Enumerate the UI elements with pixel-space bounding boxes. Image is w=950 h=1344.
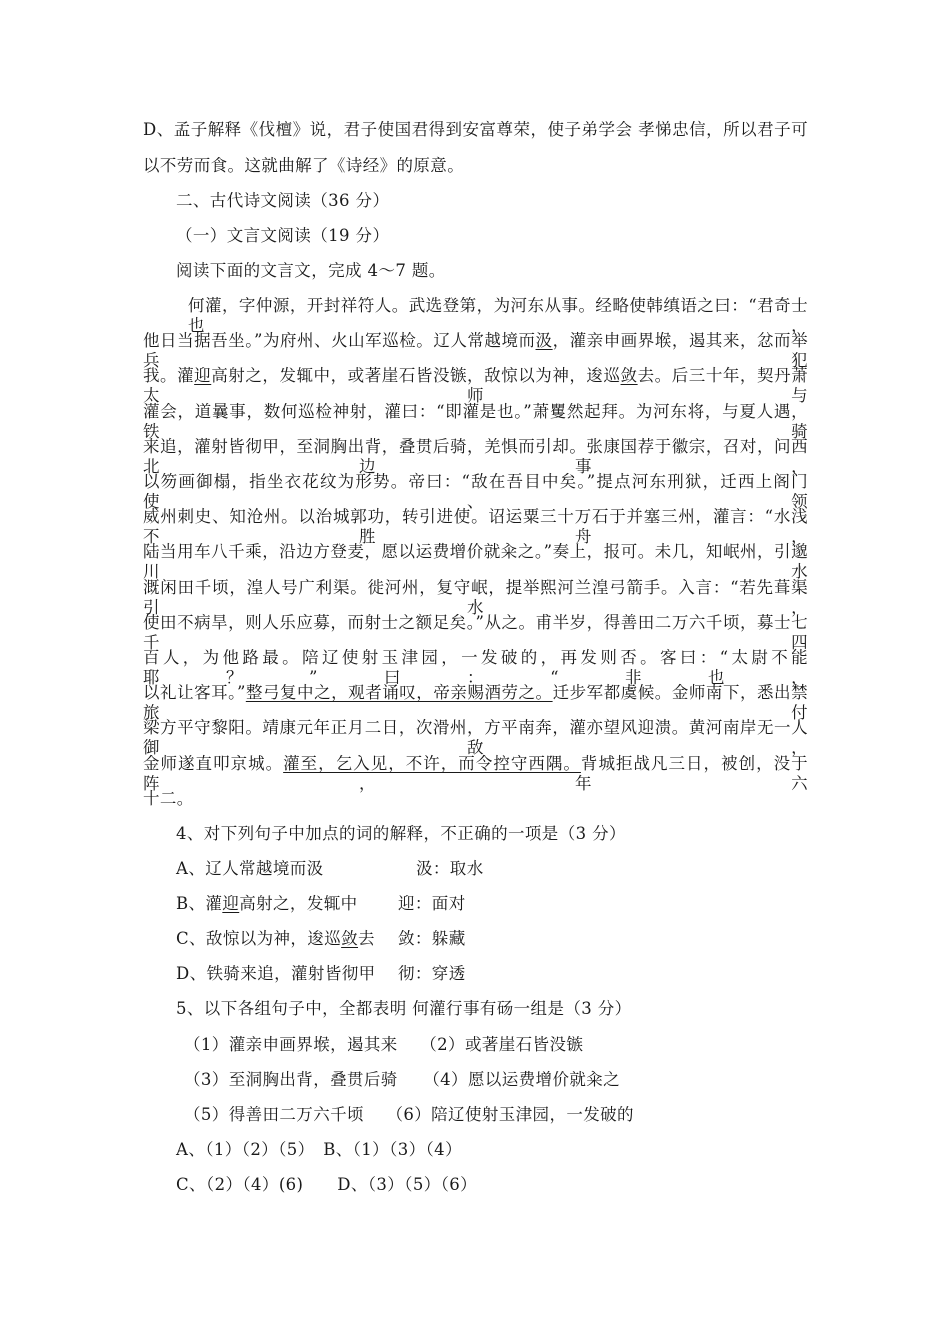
passage-line: 以礼让客耳。”整弓复中之，观者诵叹，帝亲赐酒劳之。迁步军都虞候。金师南下，悉出禁旅付 <box>143 683 808 722</box>
passage-line: 溉闲田千顷，湟人号广利渠。徙河州，复守岷，提举熙河兰湟弓箭手。入言：“若先葺渠引水， <box>143 578 808 617</box>
reading-instruction: 阅读下面的文言文，完成 4～7 题。 <box>176 261 446 280</box>
passage-line: 百人，为他路最。陪辽使射玉津园，一发破的，再发则否。客曰：“太尉不能耶？”曰：“非也， <box>143 648 808 687</box>
underlined-word: 敛 <box>620 366 638 385</box>
question-4-option-a: A、辽人常越境而汲 汲：取水 <box>176 859 484 878</box>
passage-line: 十二。 <box>143 789 194 808</box>
underlined-word: 汲 <box>535 331 553 350</box>
underlined-word: 迎 <box>194 366 212 385</box>
question-4-option-d: D、铁骑来追，灌射皆彻甲 彻：穿透 <box>176 964 466 983</box>
passage-line: 灌会，道曩事，数何巡检神射，灌曰：“即灌是也。”萧矍然起拜。为河东将，与夏人遇，铁骑 <box>143 402 808 441</box>
passage-line: 金师遂直叩京城。灌至，乞入见，不许，而令控守西隅。背城拒战凡三日，被创，没于阵，年六 <box>143 754 809 793</box>
passage-line: 来追，灌射皆彻甲，至洞胸出背，叠贯后骑，羌惧而引却。张康国荐于徽宗，召对，问西北边事， <box>143 437 808 476</box>
option-d-line2: 以不劳而食。这就曲解了《诗经》的原意。 <box>143 156 465 175</box>
subsection-heading: （一）文言文阅读（19 分） <box>176 226 390 245</box>
option-d-line1: D、孟子解释《伐檀》说，君子使国君得到安富尊荣，使子弟学会 孝悌忠信，所以君子可 <box>143 120 808 139</box>
question-5-options-cd: C、（2）（4）(6) D、（3）（5）（6） <box>176 1175 478 1194</box>
section-heading: 二、古代诗文阅读（36 分） <box>176 191 390 210</box>
passage-line: 使田不病旱，则人乐应募，而射士之额足矣。”从之。甫半岁，得善田二万六千顷，募士七千四 <box>143 613 808 652</box>
question-5-stem: 5、以下各组句子中，全都表明 何灌行事有砀一组是（3 分） <box>176 999 632 1018</box>
question-5-items-row3: （5）得善田二万六千顷 （6）陪辽使射玉津园，一发破的 <box>184 1105 634 1124</box>
question-4-option-c: C、敌惊以为神，逡巡敛去 敛：躲藏 <box>176 929 466 948</box>
passage-line: 以笏画御榻，指坐衣花纹为形势。帝曰：“敌在吾目中矣。”提点河东刑狱，迁西上阁门使、领 <box>143 472 808 511</box>
passage-line: 何灌，字仲源，开封祥符人。武选登第，为河东从事。经略使韩缜语之曰：“君奇士也， <box>188 296 808 335</box>
question-5-items-row1: （1）灌亲申画界堠，遏其来 （2）或著崖石皆没镞 <box>184 1035 584 1054</box>
passage-line: 威州刺史、知沧州。以治城郭功，转引进使。诏运粟三十万石于并塞三州，灌言：“水浅不胜舟， <box>143 507 808 546</box>
passage-line: 梁方平守黎阳。靖康元年正月二日，次滑州，方平南奔，灌亦望风迎溃。黄河南岸无一人御敌， <box>143 718 808 757</box>
question-5-items-row2: （3）至洞胸出背，叠贯后骑 （4）愿以运费增价就籴之 <box>184 1070 621 1089</box>
underlined-sentence: 整弓复中之，观者诵叹，帝亲赐酒劳之。 <box>245 683 553 702</box>
question-4-stem: 4、对下列句子中加点的词的解释，不正确的一项是（3 分） <box>176 824 626 843</box>
underlined-sentence: 灌至，乞入见，不许，而令控守西隅。 <box>283 754 581 773</box>
question-5-options-ab: A、（1）（2）（5） B、（1）（3）（4） <box>176 1140 462 1159</box>
question-4-option-b: B、灌迎高射之，发辄中 迎：面对 <box>176 894 466 913</box>
passage-line: 陆当用车八千乘，沿边方登麦，愿以运费增价就籴之。”奏上，报可。未几，知岷州，引邈川水 <box>143 542 808 581</box>
passage-line: 他日当据吾坐。”为府州、火山军巡检。辽人常越境而汲，灌亲申画界堠，遏其来，忿而举兵犯 <box>143 331 808 370</box>
passage-line: 我。灌迎高射之，发辄中，或著崖石皆没镞，敌惊以为神，逡巡敛去。后三十年，契丹萧太师与 <box>143 366 809 405</box>
